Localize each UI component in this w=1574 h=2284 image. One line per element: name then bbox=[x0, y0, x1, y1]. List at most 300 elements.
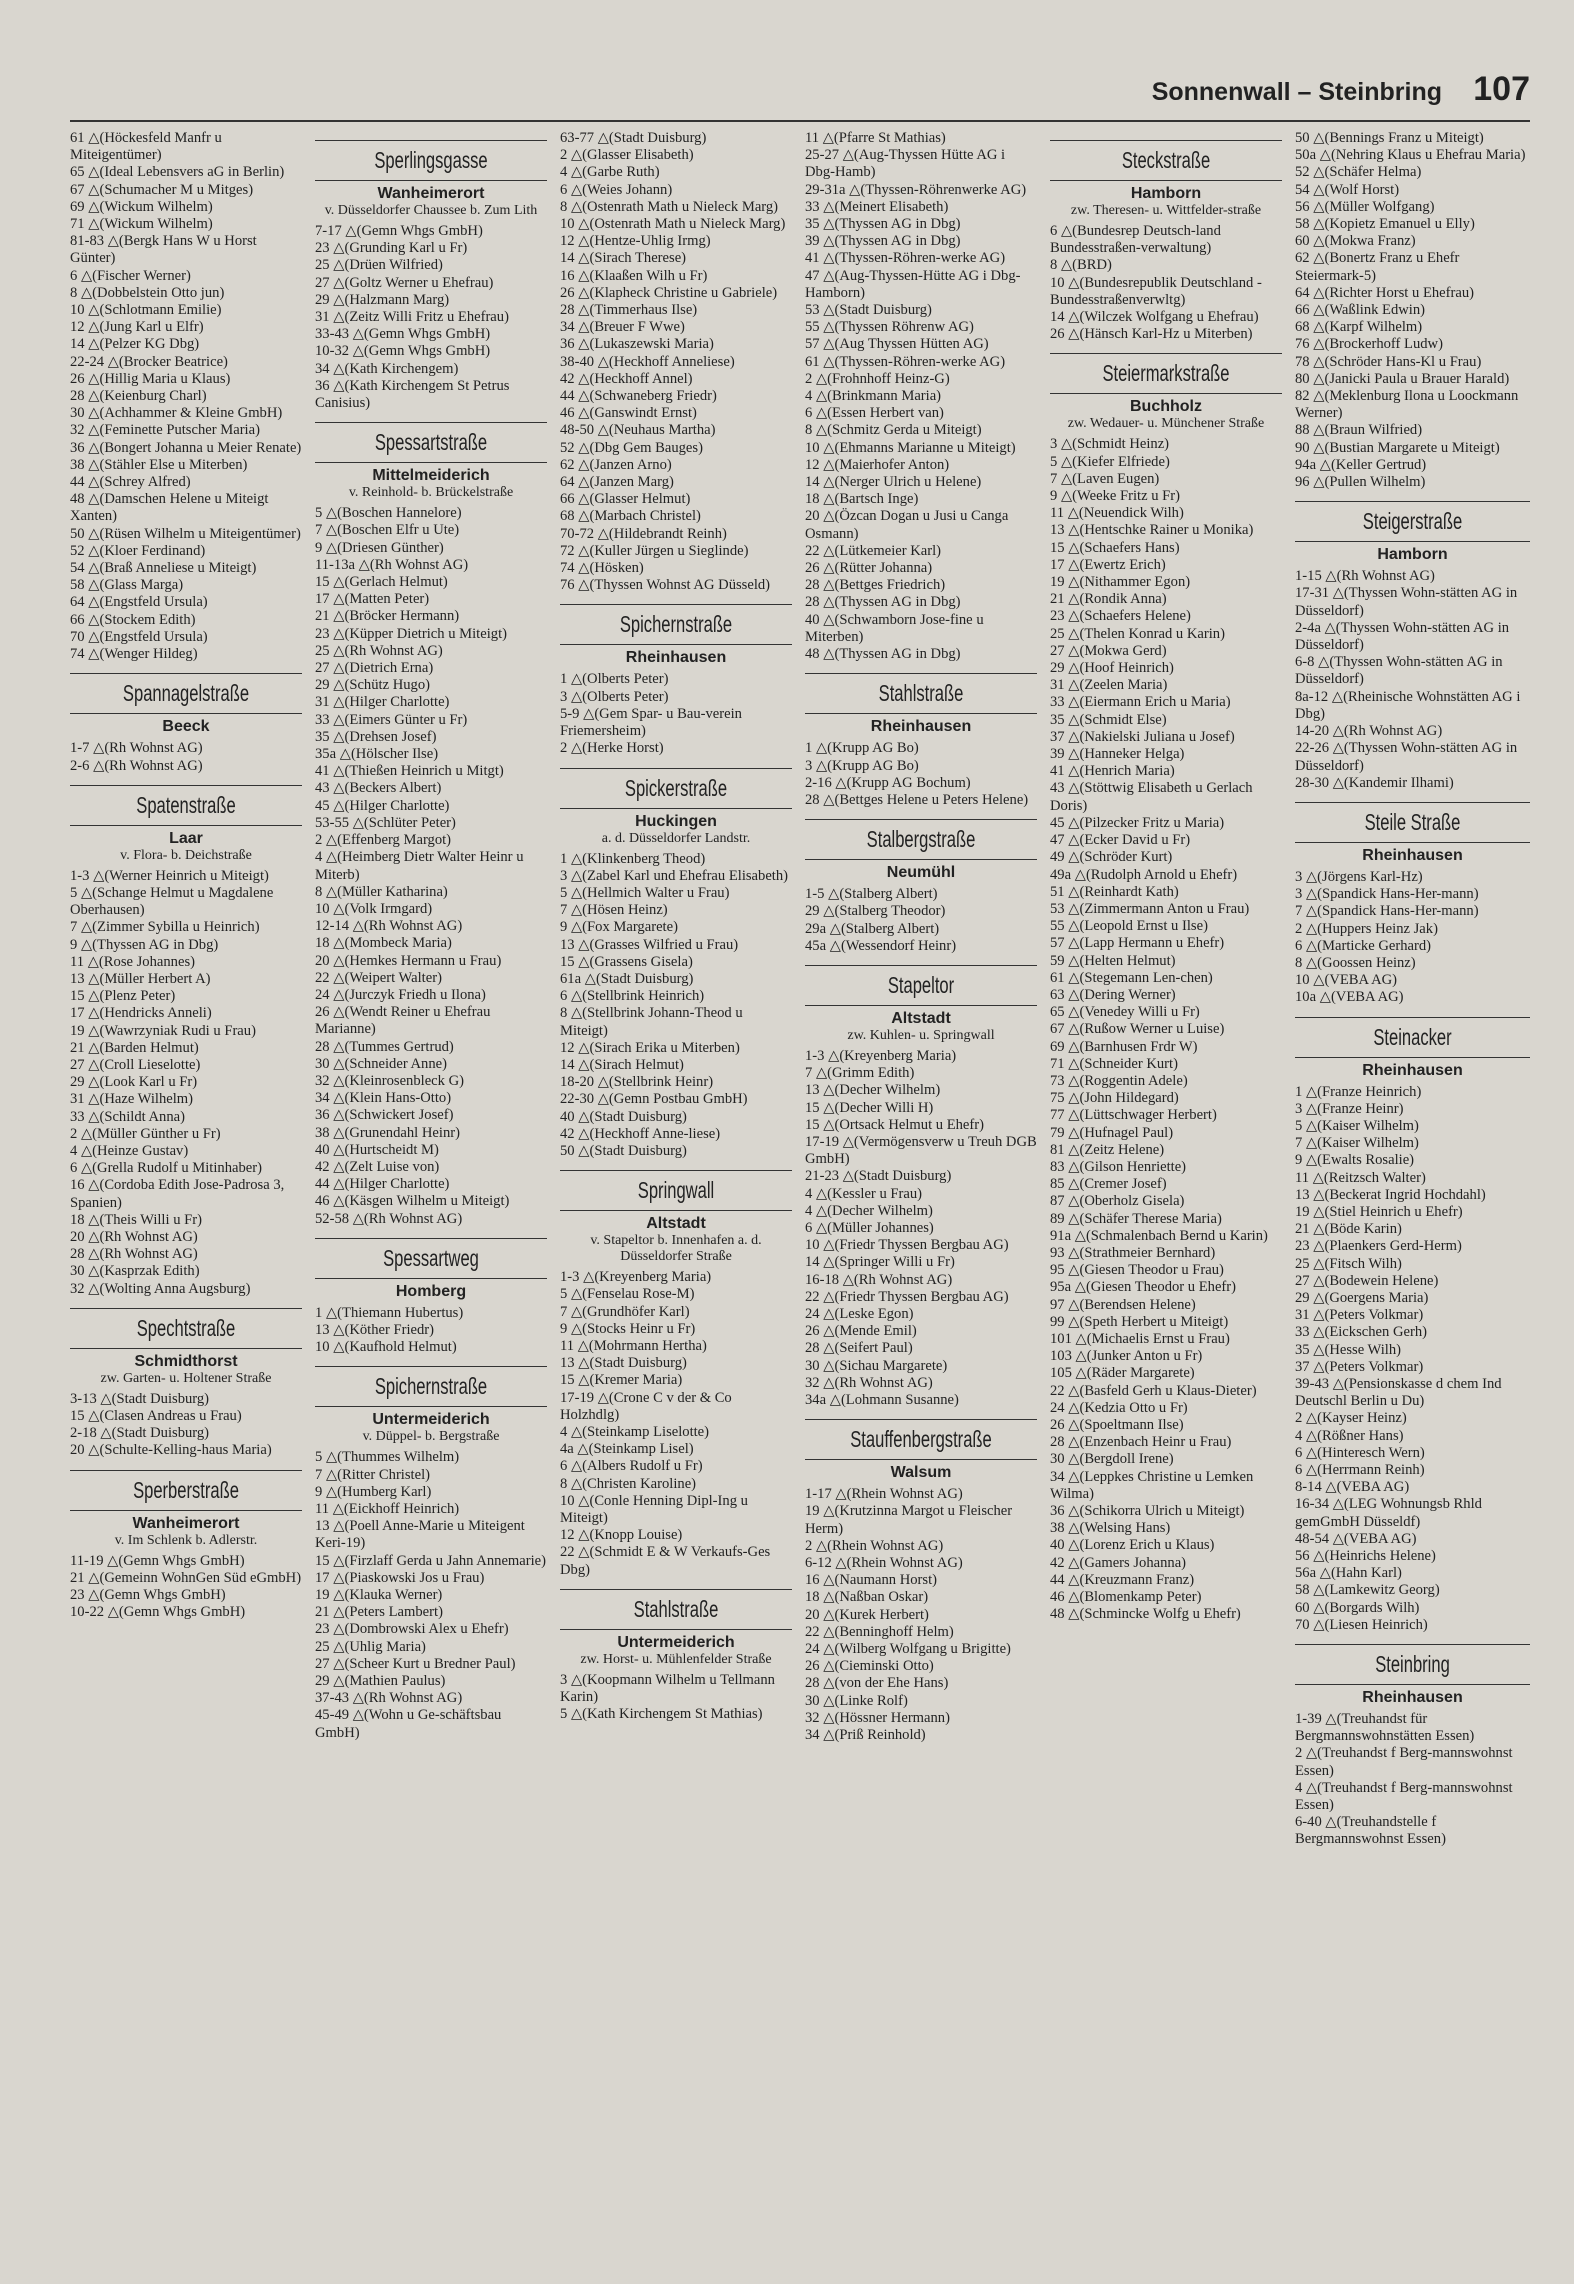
section-rule bbox=[70, 713, 302, 714]
address-entry: 36 △(Kath Kirchengem St Petrus Canisius) bbox=[315, 377, 514, 412]
address-entry: 44 △(Schrey Alfred) bbox=[70, 474, 191, 491]
address-entry: 2 △(Treuhandst f Berg-mannswohnst Essen) bbox=[1295, 1745, 1517, 1779]
address-entry: 48-50 △(Neuhaus Martha) bbox=[560, 422, 716, 439]
district-name: Schmidthorst bbox=[134, 1352, 238, 1370]
column-5 bbox=[1050, 130, 1282, 2260]
address-entry: 50 △(Bennings Franz u Miteigt) bbox=[1295, 130, 1484, 146]
address-entry: 3 △(Spandick Hans-Her-mann) bbox=[1295, 886, 1479, 903]
address-entry: 2-16 △(Krupp AG Bochum) bbox=[805, 774, 971, 791]
address-entry: 61 △(Höckesfeld Manfr u Miteigentümer) bbox=[70, 130, 226, 164]
section-rule bbox=[315, 140, 547, 141]
section-rule bbox=[1295, 1684, 1530, 1685]
street-name: Spatenstraße bbox=[136, 791, 236, 818]
address-entry: 7 △(Spandick Hans-Her-mann) bbox=[1295, 903, 1479, 920]
address-entry: 10 △(Ostenrath Math u Nieleck Marg) bbox=[560, 216, 786, 233]
address-entry: 97 △(Berendsen Helene) bbox=[1050, 1296, 1196, 1313]
address-entry: 6 △(Herrmann Reinh) bbox=[1295, 1462, 1425, 1478]
street-location: v. Reinhold- b. Brückelstraße bbox=[348, 485, 514, 501]
address-entry: 12 △(Sirach Erika u Miterben) bbox=[560, 1039, 740, 1056]
address-entry: 29 △(Hoof Heinrich) bbox=[1050, 660, 1174, 677]
address-entry: 41 △(Thyssen-Röhren-werke AG) bbox=[805, 250, 1006, 267]
address-entry: 14 △(Springer Willi u Fr) bbox=[805, 1254, 955, 1271]
address-entry: 12 △(Jung Karl u Elfr) bbox=[70, 319, 204, 336]
street-name: Spessartstraße bbox=[374, 429, 488, 456]
address-entry: 2 △(Frohnhoff Heinz-G) bbox=[805, 370, 950, 387]
address-entry: 25 △(Fitsch Wilh) bbox=[1295, 1255, 1402, 1272]
address-entry: 10 △(Friedr Thyssen Bergbau AG) bbox=[805, 1237, 1009, 1254]
street-location: zw. Theresen- u. Wittfelder-straße bbox=[1070, 203, 1262, 218]
address-entry: 30 △(Schneider Anne) bbox=[315, 1055, 447, 1072]
address-entry: 47 △(Ecker David u Fr) bbox=[1050, 832, 1191, 849]
address-entry: 12-14 △(Rh Wohnst AG) bbox=[315, 918, 463, 935]
address-entry: 30 △(Sichau Margarete) bbox=[805, 1357, 948, 1374]
address-entry: 7 △(Laven Eugen) bbox=[1050, 470, 1160, 487]
address-entry: 8 △(Dobbelstein Otto jun) bbox=[70, 284, 225, 301]
address-entry: 52-58 △(Rh Wohnst AG) bbox=[315, 1210, 463, 1227]
address-entry: 22-24 △(Brocker Beatrice) bbox=[70, 353, 228, 370]
section-rule bbox=[805, 1005, 1037, 1006]
address-entry: 81 △(Zeitz Helene) bbox=[1050, 1141, 1165, 1158]
district-name: Huckingen bbox=[635, 812, 717, 830]
address-entry: 1 △(Olberts Peter) bbox=[560, 671, 669, 688]
address-entry: 18 △(Bartsch Inge) bbox=[805, 491, 919, 508]
section-rule bbox=[70, 785, 302, 786]
street-name: Spechtstraße bbox=[136, 1314, 236, 1341]
address-entry: 63 △(Dering Werner) bbox=[1050, 986, 1176, 1003]
address-entry: 95a △(Giesen Theodor u Ehefr) bbox=[1050, 1279, 1237, 1296]
address-entry: 6 △(Stellbrink Heinrich) bbox=[560, 988, 705, 1005]
address-entry: 13 △(Stadt Duisburg) bbox=[560, 1355, 687, 1372]
address-entry: 82 △(Meklenburg Ilona u Loockmann Werner) bbox=[1295, 388, 1522, 422]
address-entry: 29 △(Halzmann Marg) bbox=[315, 291, 450, 308]
address-entry: 14 △(Sirach Therese) bbox=[560, 250, 687, 267]
address-entry: 13 △(Poell Anne-Marie u Miteigent Keri-19) bbox=[315, 1518, 529, 1552]
street-section-header bbox=[315, 1366, 547, 1445]
address-entry: 32 △(Feminette Putscher Maria) bbox=[70, 422, 260, 439]
street-name: Stauffenbergstraße bbox=[850, 1426, 992, 1453]
address-entry: 2 △(Huppers Heinz Jak) bbox=[1295, 920, 1438, 937]
address-entry: 38 △(Welsing Hans) bbox=[1050, 1520, 1171, 1537]
address-entry: 48 △(Schminckе Wolfg u Ehefr) bbox=[1050, 1606, 1241, 1623]
address-entry: 56 △(Heinrichs Helene) bbox=[1295, 1548, 1436, 1565]
address-entry: 58 △(Kopietz Emanuel u Elly) bbox=[1295, 216, 1475, 233]
address-entry: 20 △(Kurek Herbert) bbox=[805, 1606, 929, 1623]
address-entry: 2 △(Kayser Heinz) bbox=[1295, 1410, 1407, 1427]
address-entry: 38 △(Stähler Else u Miterben) bbox=[70, 456, 248, 473]
section-rule bbox=[315, 1278, 547, 1279]
address-entry: 35 △(Thyssen AG in Dbg) bbox=[805, 216, 961, 233]
address-entry: 28 △(Seifert Paul) bbox=[805, 1340, 913, 1357]
address-entry: 4 △(Brinkmann Maria) bbox=[805, 388, 942, 405]
address-entry: 3 △(Jörgens Karl-Hz) bbox=[1295, 868, 1423, 885]
address-entry: 1-39 △(Treuhandst für Bergmannswohnstätten Essen) bbox=[1295, 1711, 1475, 1745]
district-name: Altstadt bbox=[646, 1215, 706, 1233]
address-entry: 40 △(Stadt Duisburg) bbox=[560, 1108, 687, 1125]
address-entry: 61 △(Thyssen-Röhren-werke AG) bbox=[805, 353, 1006, 370]
address-entry: 28 △(Rh Wohnst AG) bbox=[70, 1246, 198, 1263]
section-rule bbox=[1295, 1017, 1530, 1018]
address-entry: 103 △(Junker Anton u Fr) bbox=[1050, 1348, 1203, 1365]
section-rule bbox=[70, 1348, 302, 1349]
street-name: Steile Straße bbox=[1364, 808, 1461, 835]
section-rule bbox=[315, 462, 547, 463]
address-entry: 10 △(Kaufhold Helmut) bbox=[315, 1339, 457, 1356]
address-entry: 1-5 △(Stalberg Albert) bbox=[805, 886, 938, 903]
section-rule bbox=[1295, 1057, 1530, 1058]
section-rule bbox=[1295, 802, 1530, 803]
address-entry: 17-31 △(Thyssen Wohn-stätten AG in Düsseldorf) bbox=[1295, 585, 1521, 619]
address-entry: 8 △(Schmitz Gerda u Miteigt) bbox=[805, 422, 982, 439]
section-rule bbox=[315, 180, 547, 181]
address-entry: 11 △(Eickhoff Heinrich) bbox=[315, 1500, 460, 1517]
district-name: Untermeiderich bbox=[617, 1633, 735, 1651]
section-rule bbox=[1050, 180, 1282, 181]
address-entry: 33 △(Eiermann Erich u Maria) bbox=[1050, 694, 1231, 711]
address-entry: 6 △(Essen Herbert van) bbox=[805, 405, 944, 422]
street-name: Spessartweg bbox=[383, 1244, 479, 1271]
column-1 bbox=[70, 130, 302, 2260]
address-entry: 26 △(Mende Emil) bbox=[805, 1323, 917, 1340]
address-entry: 20 △(Hemkes Hermann u Frau) bbox=[315, 952, 502, 969]
section-rule bbox=[805, 1419, 1037, 1420]
address-entry: 28 △(Keienburg Charl) bbox=[70, 388, 207, 405]
street-section-header bbox=[560, 1589, 792, 1668]
address-entry: 3 △(Koopmann Wilhelm u Tellmann Karin) bbox=[560, 1671, 779, 1706]
address-entry: 52 △(Dbg Gem Bauges) bbox=[560, 439, 703, 456]
address-entry: 11 △(Mohrmann Hertha) bbox=[560, 1337, 707, 1354]
address-entry: 37-43 △(Rh Wohnst AG) bbox=[315, 1690, 463, 1707]
section-rule bbox=[1295, 541, 1530, 542]
street-name: Springwall bbox=[637, 1177, 715, 1204]
address-entry: 23 △(Plaenkers Gerd-Herm) bbox=[1295, 1238, 1462, 1255]
address-entry: 5 △(Kath Kirchengem St Mathias) bbox=[560, 1706, 763, 1723]
address-entry: 34 △(Breuer F Wwe) bbox=[560, 319, 685, 336]
address-entry: 12 △(Knopp Louise) bbox=[560, 1527, 683, 1544]
address-entry: 13 △(Müller Herbert A) bbox=[70, 970, 211, 987]
address-entry: 3-13 △(Stadt Duisburg) bbox=[70, 1390, 210, 1407]
address-entry: 29-31a △(Thyssen-Röhrenwerke AG) bbox=[805, 181, 1027, 198]
address-entry: 6 △(Weies Johann) bbox=[560, 181, 673, 198]
address-entry: 11 △(Rose Johannes) bbox=[70, 953, 195, 970]
address-entry: 28 △(Thyssen AG in Dbg) bbox=[805, 594, 961, 611]
address-entry: 77 △(Lüttschwager Herbert) bbox=[1050, 1107, 1217, 1124]
address-entry: 5 △(Kaiser Wilhelm) bbox=[1295, 1117, 1419, 1134]
address-entry: 53 △(Zimmermann Anton u Frau) bbox=[1050, 900, 1250, 917]
section-rule bbox=[70, 673, 302, 674]
street-section-header bbox=[70, 673, 302, 736]
address-entry: 24 △(Leske Egon) bbox=[805, 1305, 914, 1322]
address-entry: 39 △(Hanneker Helga) bbox=[1050, 746, 1185, 763]
address-entry: 45-49 △(Wohn u Ge-schäftsbau GmbH) bbox=[315, 1707, 505, 1741]
address-entry: 93 △(Strathmeier Bernhard) bbox=[1050, 1244, 1216, 1261]
district-name: Rheinhausen bbox=[625, 649, 727, 667]
address-entry: 26 △(Rütter Johanna) bbox=[805, 560, 933, 577]
address-entry: 6 △(Hinteresch Wern) bbox=[1295, 1444, 1425, 1461]
district-name: Hamborn bbox=[1130, 185, 1202, 202]
address-entry: 1-7 △(Rh Wohnst AG) bbox=[70, 740, 203, 757]
street-section-header bbox=[1050, 140, 1282, 219]
section-rule bbox=[560, 1210, 792, 1211]
street-location: v. Düppel- b. Bergstraße bbox=[362, 1429, 500, 1445]
address-entry: 95 △(Giesen Theodor u Frau) bbox=[1050, 1262, 1224, 1279]
address-entry: 85 △(Cremer Josef) bbox=[1050, 1176, 1167, 1193]
address-entry: 57 △(Aug Thyssen Hütten AG) bbox=[805, 336, 989, 353]
address-entry: 20 △(Özcan Dogan u Jusi u Canga Osmann) bbox=[805, 508, 1012, 542]
address-entry: 105 △(Räder Margarete) bbox=[1050, 1365, 1195, 1382]
address-entry: 22 △(Friedr Thyssen Bergbau AG) bbox=[805, 1288, 1009, 1305]
address-entry: 15 △(Ortsack Helmut u Ehefr) bbox=[805, 1116, 984, 1133]
district-name: Laar bbox=[169, 829, 203, 847]
address-entry: 32 △(Wolting Anna Augsburg) bbox=[70, 1280, 251, 1297]
address-entry: 7 △(Hösen Heinz) bbox=[560, 902, 668, 919]
address-entry: 5 △(Boschen Hannelore) bbox=[315, 505, 462, 522]
address-entry: 6 △(Grella Rudolf u Mitinhaber) bbox=[70, 1160, 262, 1177]
address-entry: 15 △(Decher Willi H) bbox=[805, 1099, 934, 1116]
section-rule bbox=[805, 965, 1037, 966]
address-entry: 64 △(Janzen Marg) bbox=[560, 474, 674, 491]
street-name: Stapeltor bbox=[887, 971, 955, 998]
address-entry: 70-72 △(Hildebrandt Reinh) bbox=[560, 525, 727, 542]
address-entry: 8a-12 △(Rheinische Wohnstätten AG i Dbg) bbox=[1295, 688, 1525, 722]
address-entry: 6-40 △(Treuhandstelle f Bergmannswohnst Essen) bbox=[1295, 1814, 1446, 1848]
section-rule bbox=[70, 1470, 302, 1471]
address-entry: 4 △(Treuhandst f Berg-mannswohnst Essen) bbox=[1295, 1779, 1517, 1814]
address-entry: 9 △(Stocks Heinr u Fr) bbox=[560, 1320, 696, 1337]
address-entry: 9 △(Driesen Günther) bbox=[315, 539, 444, 556]
address-entry: 26 △(Klapheck Christine u Gabriele) bbox=[560, 284, 778, 301]
address-entry: 66 △(Glasser Helmut) bbox=[560, 491, 691, 508]
street-section-header bbox=[70, 1470, 302, 1549]
address-entry: 14 △(Sirach Helmut) bbox=[560, 1056, 684, 1073]
address-entry: 69 △(Wickum Wilhelm) bbox=[70, 198, 213, 215]
address-entry: 4 △(Rößner Hans) bbox=[1295, 1427, 1404, 1444]
address-entry: 42 △(Heckhoff Annel) bbox=[560, 370, 693, 387]
address-entry: 25 △(Drüen Wilfried) bbox=[315, 257, 443, 274]
address-entry: 44 △(Hilger Charlotte) bbox=[315, 1176, 450, 1193]
address-entry: 12 △(Maierhofer Anton) bbox=[805, 456, 950, 473]
address-entry: 15 △(Plenz Peter) bbox=[70, 988, 176, 1005]
address-entry: 6 △(Müller Johannes) bbox=[805, 1219, 934, 1236]
address-entry: 22 △(Weipert Walter) bbox=[315, 969, 442, 986]
district-name: Rheinhausen bbox=[1362, 1061, 1463, 1079]
address-entry: 17-19 △(Vermögensverw u Treuh DGB GmbH) bbox=[805, 1133, 1041, 1168]
street-name: Stahlstraße bbox=[633, 1595, 719, 1622]
street-section-header bbox=[70, 1308, 302, 1387]
address-entry: 2 △(Müller Günther u Fr) bbox=[70, 1125, 221, 1142]
address-entry: 18 △(Naßban Oskar) bbox=[805, 1589, 929, 1606]
address-entry: 1 △(Franze Heinrich) bbox=[1295, 1083, 1422, 1100]
address-entry: 34 △(Leppkes Christine u Lemken Wilma) bbox=[1050, 1468, 1257, 1502]
address-entry: 15 △(Firzlaff Gerda u Jahn Annemarie) bbox=[315, 1552, 546, 1569]
street-section-header bbox=[315, 1238, 547, 1301]
district-name: Altstadt bbox=[891, 1009, 951, 1027]
address-entry: 52 △(Schäfer Helma) bbox=[1295, 164, 1422, 181]
address-entry: 3 △(Krupp AG Bo) bbox=[805, 757, 919, 774]
address-entry: 14 △(Wilczek Wolfgang u Ehefrau) bbox=[1050, 309, 1259, 326]
address-entry: 70 △(Engstfeld Ursula) bbox=[70, 628, 208, 645]
section-rule bbox=[1295, 842, 1530, 843]
address-entry: 59 △(Helten Helmut) bbox=[1050, 952, 1176, 969]
address-entry: 45a △(Wessendorf Heinr) bbox=[805, 937, 957, 954]
street-section-header bbox=[560, 768, 792, 847]
address-entry: 101 △(Michaelis Ernst u Frau) bbox=[1050, 1330, 1230, 1347]
address-entry: 6 △(Bundesrep Deutsch-land Bundesstraßen-verwaltung) bbox=[1050, 223, 1225, 257]
address-entry: 5 △(Thummes Wilhelm) bbox=[315, 1449, 460, 1466]
district-name: Rheinhausen bbox=[1362, 1689, 1463, 1707]
address-entry: 10 △(Conle Henning Dipl-Ing u Miteigt) bbox=[560, 1492, 752, 1526]
column-4 bbox=[805, 130, 1041, 2260]
address-entry: 19 △(Krutzinna Margot u Fleischer Herm) bbox=[805, 1503, 1016, 1537]
address-entry: 22 △(Lütkemeier Karl) bbox=[805, 542, 942, 559]
address-entry: 13 △(Decher Wilhelm) bbox=[805, 1082, 941, 1099]
address-entry: 53-55 △(Schlüter Peter) bbox=[315, 814, 456, 831]
address-entry: 2 △(Rhein Wohnst AG) bbox=[805, 1537, 944, 1554]
address-entry: 18 △(Mombeck Maria) bbox=[315, 935, 452, 952]
address-entry: 1-17 △(Rhein Wohnst AG) bbox=[805, 1486, 963, 1503]
address-entry: 55 △(Leopold Ernst u Ilse) bbox=[1050, 918, 1208, 935]
address-entry: 14 △(Pelzer KG Dbg) bbox=[70, 336, 200, 353]
section-rule bbox=[805, 859, 1037, 860]
address-entry: 35 △(Schmidt Else) bbox=[1050, 711, 1167, 728]
address-entry: 34 △(Kath Kirchengem) bbox=[315, 360, 459, 377]
address-entry: 14-20 △(Rh Wohnst AG) bbox=[1295, 723, 1443, 740]
address-entry: 21 △(Rondik Anna) bbox=[1050, 591, 1167, 608]
section-rule bbox=[805, 819, 1037, 820]
address-entry: 9 △(Weeke Fritz u Fr) bbox=[1050, 488, 1181, 505]
address-entry: 29a △(Stalberg Albert) bbox=[805, 920, 940, 937]
address-entry: 90 △(Bustian Margarete u Miteigt) bbox=[1295, 439, 1500, 456]
address-entry: 16 △(Cordoba Edith Jose-Padrosa 3, Spanien) bbox=[70, 1177, 288, 1211]
district-name: Hamborn bbox=[1377, 546, 1448, 564]
address-entry: 17-19 △(Crone C v der & Co Holzhdlg) bbox=[560, 1389, 736, 1423]
street-name: Steiermarkstraße bbox=[1102, 360, 1230, 387]
section-rule bbox=[1295, 501, 1530, 502]
street-section-header bbox=[1050, 353, 1282, 432]
address-entry: 30 △(Bergdoll Irene) bbox=[1050, 1451, 1174, 1468]
address-entry: 6 △(Marticke Gerhard) bbox=[1295, 937, 1432, 954]
section-rule bbox=[805, 713, 1037, 714]
address-entry: 8 △(Müller Katharina) bbox=[315, 883, 448, 900]
address-entry: 1 △(Klinkenberg Theod) bbox=[560, 850, 706, 867]
address-entry: 22-26 △(Thyssen Wohn-stätten AG in Düsseldorf) bbox=[1295, 740, 1521, 774]
address-entry: 21-23 △(Stadt Duisburg) bbox=[805, 1168, 952, 1185]
address-entry: 39 △(Thyssen AG in Dbg) bbox=[805, 233, 961, 250]
address-entry: 11 △(Reitzsch Walter) bbox=[1295, 1169, 1426, 1186]
address-entry: 65 △(Venedey Willi u Fr) bbox=[1050, 1004, 1200, 1021]
address-entry: 16 △(Naumann Horst) bbox=[805, 1572, 937, 1589]
street-section-header bbox=[805, 819, 1037, 882]
section-rule bbox=[805, 1459, 1037, 1460]
street-name: Stalbergstraße bbox=[866, 826, 976, 853]
address-entry: 7 △(Grimm Edith) bbox=[805, 1065, 915, 1082]
address-entry: 32 △(Hössner Hermann) bbox=[805, 1709, 950, 1726]
address-entry: 24 △(Wilberg Wolfgang u Brigitte) bbox=[805, 1641, 1011, 1658]
address-entry: 34 △(Klein Hans-Otto) bbox=[315, 1090, 452, 1107]
section-rule bbox=[560, 808, 792, 809]
address-entry: 54 △(Braß Anneliese u Miteigt) bbox=[70, 560, 257, 577]
address-entry: 83 △(Gilson Henriette) bbox=[1050, 1158, 1187, 1175]
address-entry: 34a △(Lohmann Susanne) bbox=[805, 1391, 959, 1408]
address-entry: 22-30 △(Gemn Postbau GmbH) bbox=[560, 1091, 748, 1108]
address-entry: 1-15 △(Rh Wohnst AG) bbox=[1295, 568, 1435, 585]
street-location: v. Stapeltor b. Innenhafen a. d. Düsseldorfer Straße bbox=[590, 1233, 762, 1265]
address-entry: 17 △(Matten Peter) bbox=[315, 591, 430, 608]
address-entry: 7-17 △(Gemn Whgs GmbH) bbox=[315, 223, 483, 239]
address-entry: 1 △(Thiemann Hubertus) bbox=[315, 1304, 464, 1321]
address-entry: 30 △(Kasprzak Edith) bbox=[70, 1263, 200, 1280]
street-name: Sperlingsgasse bbox=[374, 147, 488, 173]
street-name: Spichernstraße bbox=[619, 611, 733, 638]
address-entry: 20 △(Schulte-Kelling-haus Maria) bbox=[70, 1442, 272, 1459]
address-entry: 41 △(Thießen Heinrich u Mitgt) bbox=[315, 763, 504, 780]
address-entry: 26 △(Wendt Reiner u Ehefrau Marianne) bbox=[315, 1004, 495, 1038]
address-entry: 14 △(Nerger Ulrich u Helene) bbox=[805, 474, 982, 491]
address-entry: 99 △(Speth Herbert u Miteigt) bbox=[1050, 1313, 1229, 1330]
address-entry: 74 △(Wenger Hildeg) bbox=[70, 646, 198, 663]
address-entry: 21 △(Gemeinn WohnGen Süd eGmbH) bbox=[70, 1569, 302, 1586]
address-entry: 23 △(Gemn Whgs GmbH) bbox=[70, 1587, 226, 1603]
address-entry: 33-43 △(Gemn Whgs GmbH) bbox=[315, 326, 491, 343]
street-location: v. Düsseldorfer Chaussee b. Zum Lith bbox=[324, 203, 538, 218]
section-rule bbox=[1050, 393, 1282, 394]
address-entry: 33 △(Eimers Günter u Fr) bbox=[315, 711, 468, 728]
address-entry: 28-30 △(Kandemir Ilhami) bbox=[1295, 774, 1454, 791]
street-name: Steinbring bbox=[1375, 1651, 1450, 1678]
address-entry: 24 △(Kedzia Otto u Fr) bbox=[1050, 1399, 1188, 1416]
section-rule bbox=[70, 825, 302, 826]
address-entry: 11 △(Neuendick Wilh) bbox=[1050, 505, 1184, 522]
address-entry: 12 △(Hentze-Uhlig Irmg) bbox=[560, 233, 711, 250]
address-entry: 40 △(Hurtscheidt M) bbox=[315, 1141, 439, 1158]
address-entry: 3 △(Olberts Peter) bbox=[560, 688, 669, 705]
address-entry: 31 △(Peters Volkmar) bbox=[1295, 1307, 1424, 1324]
address-entry: 41 △(Henrich Maria) bbox=[1050, 763, 1175, 780]
address-entry: 15 △(Grassens Gisela) bbox=[560, 953, 693, 970]
street-location: v. Im Schlenk b. Adlerstr. bbox=[114, 1532, 258, 1548]
section-rule bbox=[315, 1366, 547, 1367]
district-name: Mittelmeiderich bbox=[372, 467, 490, 485]
address-entry: 6 △(Albers Rudolf u Fr) bbox=[560, 1458, 703, 1475]
address-entry: 42 △(Heckhoff Anne-liese) bbox=[560, 1125, 721, 1142]
address-entry: 15 △(Gerlach Helmut) bbox=[315, 574, 448, 591]
page-number: 107 bbox=[1473, 70, 1530, 108]
address-entry: 16 △(Klaaßen Wilh u Fr) bbox=[560, 267, 708, 284]
address-entry: 68 △(Karpf Wilhelm) bbox=[1295, 319, 1423, 336]
address-entry: 26 △(Spoeltmann Ilse) bbox=[1050, 1417, 1184, 1433]
section-rule bbox=[1050, 353, 1282, 354]
address-entry: 3 △(Schmidt Heinz) bbox=[1050, 436, 1170, 453]
address-entry: 10 △(VEBA AG) bbox=[1295, 972, 1398, 989]
address-entry: 5-9 △(Gem Spar- u Bau-verein Friemersheim) bbox=[560, 705, 746, 740]
address-entry: 4 △(Garbe Ruth) bbox=[560, 164, 660, 181]
column-3 bbox=[560, 130, 792, 2260]
district-name: Rheinhausen bbox=[1362, 846, 1463, 864]
address-entry: 13 △(Grasses Wilfried u Frau) bbox=[560, 936, 739, 953]
address-entry: 4a △(Steinkamp Lisel) bbox=[560, 1441, 694, 1458]
street-name: Spickerstraße bbox=[624, 774, 728, 801]
address-entry: 9 △(Thyssen AG in Dbg) bbox=[70, 936, 219, 953]
address-entry: 49a △(Rudolph Arnold u Ehefr) bbox=[1050, 866, 1238, 883]
address-entry: 21 △(Barden Helmut) bbox=[70, 1039, 199, 1056]
address-entry: 8 △(Goossen Heinz) bbox=[1295, 954, 1416, 971]
section-rule bbox=[560, 768, 792, 769]
address-entry: 81-83 △(Bergk Hans W u Horst Günter) bbox=[70, 233, 261, 267]
street-location: a. d. Düsseldorfer Landstr. bbox=[601, 830, 751, 846]
address-entry: 1-3 △(Kreyenberg Maria) bbox=[560, 1269, 712, 1286]
address-entry: 45 △(Pilzecker Fritz u Maria) bbox=[1050, 814, 1225, 831]
address-entry: 60 △(Mokwa Franz) bbox=[1295, 233, 1416, 250]
section-rule bbox=[70, 1510, 302, 1511]
